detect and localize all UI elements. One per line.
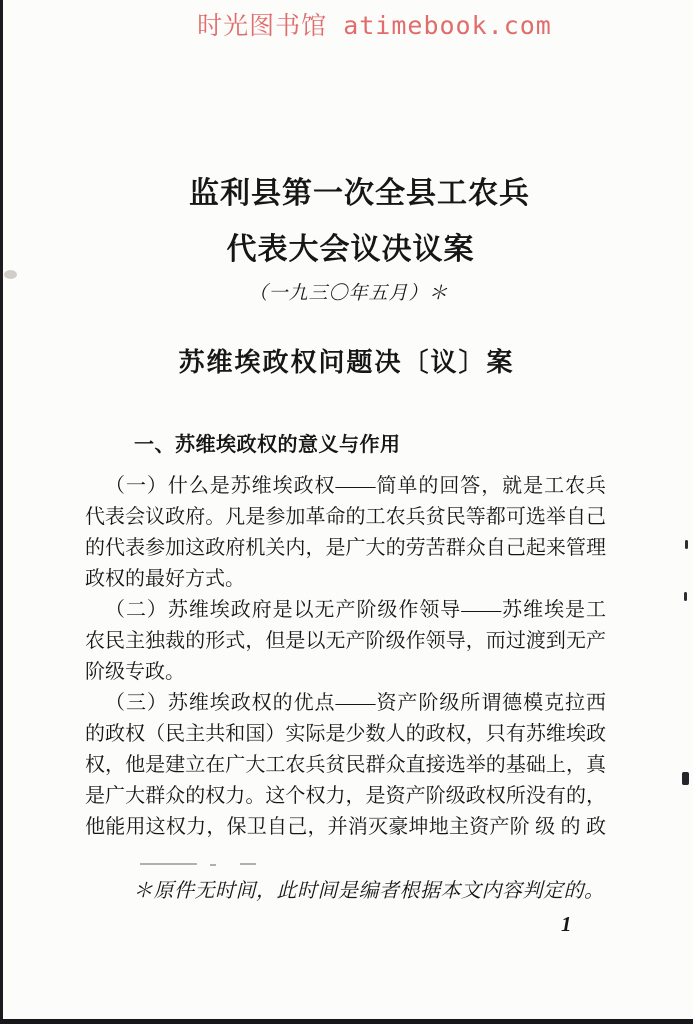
scan-smudge [4, 270, 17, 279]
text-line: （三）苏维埃政权的优点——资产阶级所谓德模克拉西 [105, 692, 606, 714]
text-line: 农民主独裁的形式，但是以无产阶级作领导，而过渡到无产 [85, 630, 606, 652]
text-line: 阶级专政。 [85, 661, 185, 683]
footnote: ＊原件无时间，此时间是编者根据本文内容判定的。 [133, 880, 605, 902]
text-line: 他能用这权力，保卫自己，并消灭豪坤地主资产阶 级 的 政 [85, 816, 606, 838]
section-heading: 一、苏维埃政权的意义与作用 [134, 434, 401, 456]
body-text [85, 471, 606, 843]
text-line: 的代表参加这政府机关内，是广大的劳苦群众自己起来管理 [85, 537, 606, 559]
scan-edge-left [0, 0, 3, 1024]
text-line: （二）苏维埃政府是以无产阶级作领导——苏维埃是工 [105, 599, 606, 621]
text-line: （一）什么是苏维埃政权——简单的回答，就是工农兵 [105, 475, 606, 497]
document-title-line2: 代表大会议决议案 [226, 233, 475, 266]
text-line: 的政权（民主共和国）实际是少数人的政权，只有苏维埃政 [85, 723, 606, 745]
footnote-rule [210, 864, 216, 866]
scan-speck [685, 540, 688, 549]
text-line: 代表会议政府。凡是参加革命的工农兵贫民等都可选举自己 [85, 506, 606, 528]
footnote-rule [240, 863, 256, 865]
scan-speck [682, 772, 689, 785]
text-line: 权，他是建立在广大工农兵贫民群众直接选举的基础上，真 [85, 754, 606, 776]
scan-edge-bottom [0, 1019, 693, 1024]
footnote-rule [140, 863, 197, 865]
text-line: 政权的最好方式。 [85, 568, 245, 590]
document-title-line1: 监利县第一次全县工农兵 [189, 177, 530, 210]
site-watermark: 时光图书馆 atimebook.com [197, 11, 552, 40]
text-line: 是广大群众的权力。这个权力，是资产阶级政权所没有的， [85, 785, 606, 807]
document-dateline: （一九三〇年五月）＊ [248, 283, 449, 304]
scan-speck [684, 592, 687, 601]
document-subtitle: 苏维埃政权问题决〔议〕案 [178, 348, 515, 377]
page-number: 1 [561, 912, 572, 936]
